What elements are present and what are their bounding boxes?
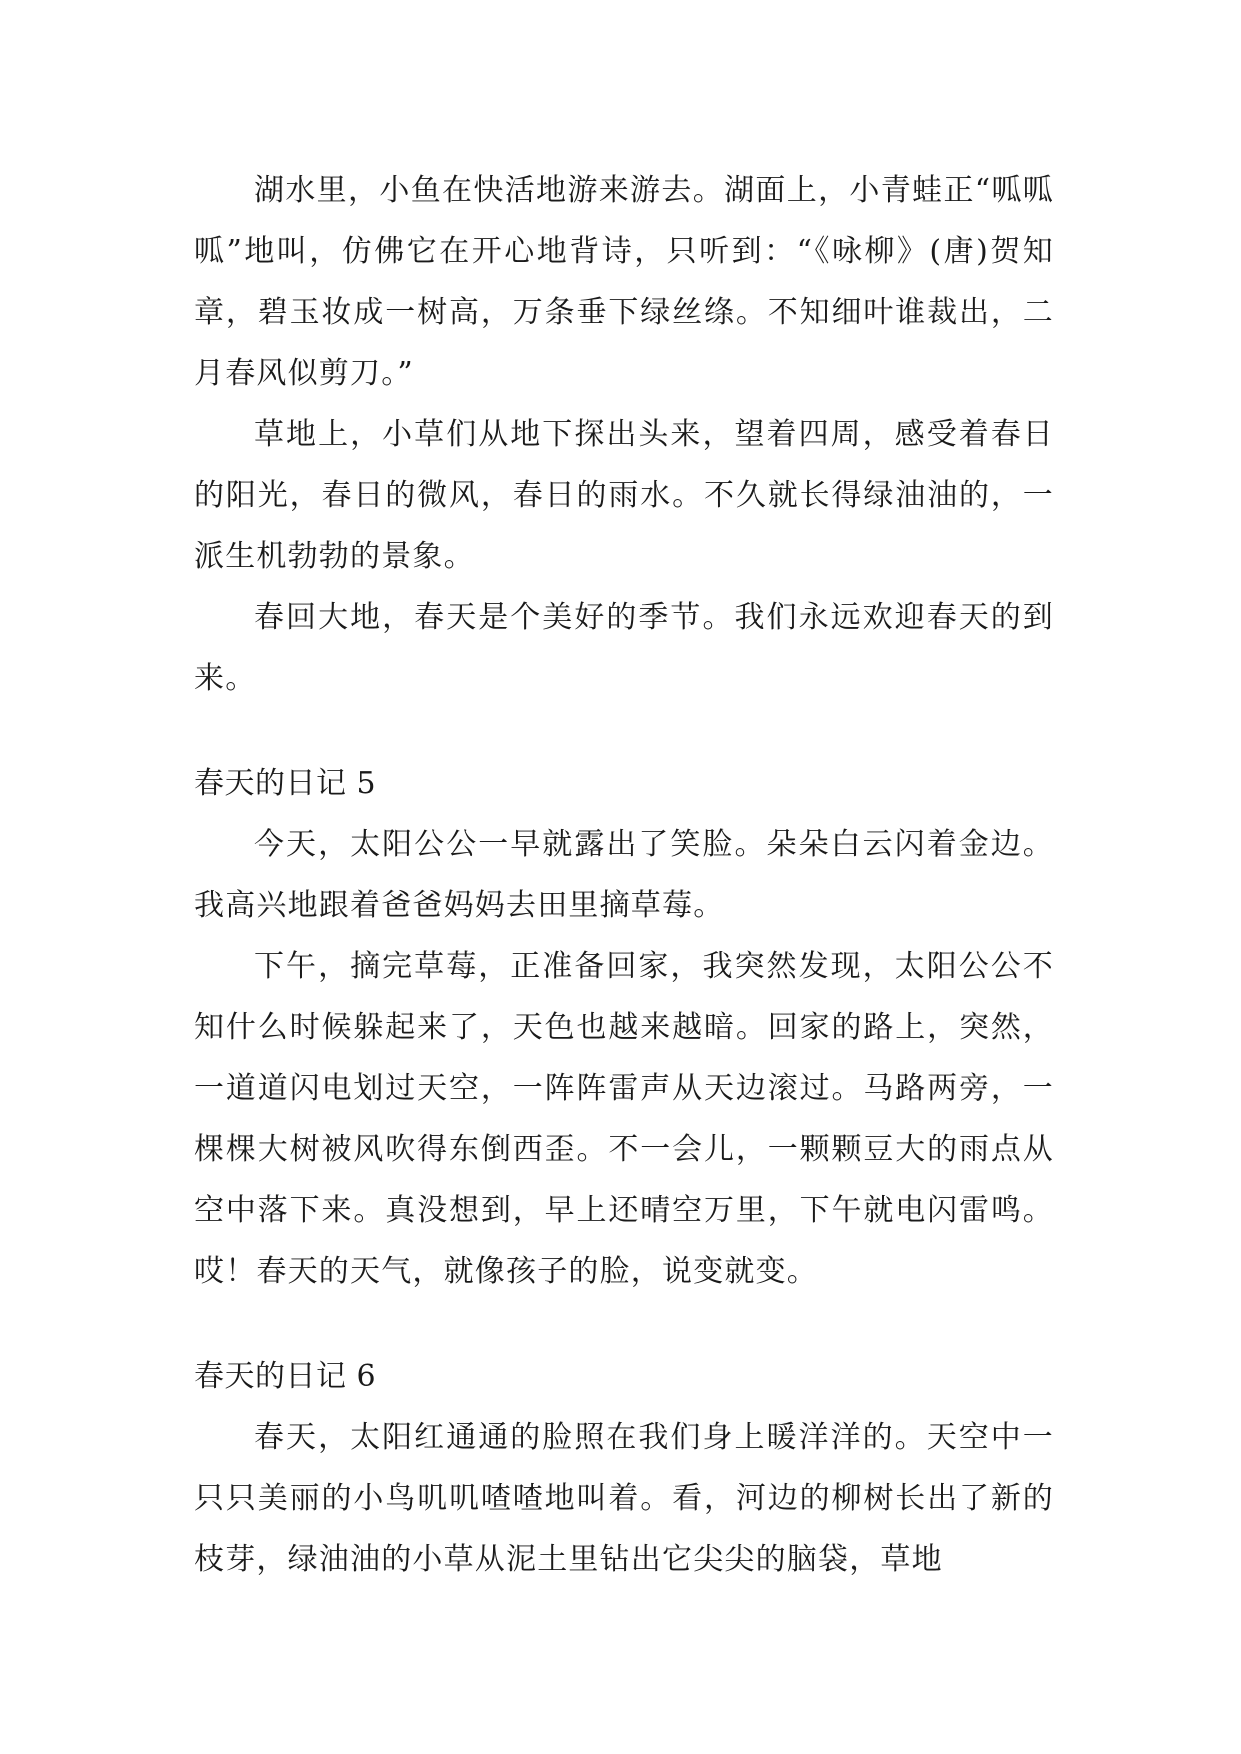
paragraph-lake: 湖水里，小鱼在快活地游来游去。湖面上，小青蛙正“呱呱呱”地叫，仿佛它在开心地背诗，只听到：“《咏柳》(唐)贺知章，碧玉妆成一树高，万条垂下绿丝绦。不知细叶谁裁出，二月春风似剪刀。” [194,173,1054,391]
section-title: 春天的日记 5 [194,766,377,801]
paragraph-afternoon-storm: 下午，摘完草莓，正准备回家，我突然发现，太阳公公不知什么时候躲起来了，天色也越来越暗。回家的路上，突然，一道道闪电划过天空，一阵阵雷声从天边滚过。马路两旁，一棵棵大树被风吹得东倒西歪。不一会儿，一颗颗豆大的雨点从空中落下来。真没想到，早上还晴空万里，下午就电闪雷鸣。哎！春天的天气，就像孩子的脸，说变就变。 [194,949,1054,1289]
section-title: 春天的日记 6 [194,1359,377,1394]
section-diary-5 [194,753,1054,1302]
section-previous [194,160,1054,709]
paragraph-conclusion: 春回大地，春天是个美好的季节。我们永远欢迎春天的到来。 [194,600,1054,696]
document-body [194,160,1054,1590]
paragraph-morning: 今天，太阳公公一早就露出了笑脸。朵朵白云闪着金边。我高兴地跟着爸爸妈妈去田里摘草莓。 [194,827,1054,923]
section-spacer [194,1302,1054,1346]
section-spacer [194,709,1054,753]
paragraph-spring-sun: 春天，太阳红通通的脸照在我们身上暖洋洋的。天空中一只只美丽的小鸟叽叽喳喳地叫着。看，河边的柳树长出了新的枝芽，绿油油的小草从泥土里钻出它尖尖的脑袋，草地 [194,1420,1054,1577]
paragraph-grass: 草地上，小草们从地下探出头来，望着四周，感受着春日的阳光，春日的微风，春日的雨水。不久就长得绿油油的，一派生机勃勃的景象。 [194,417,1054,574]
section-diary-6 [194,1346,1054,1590]
